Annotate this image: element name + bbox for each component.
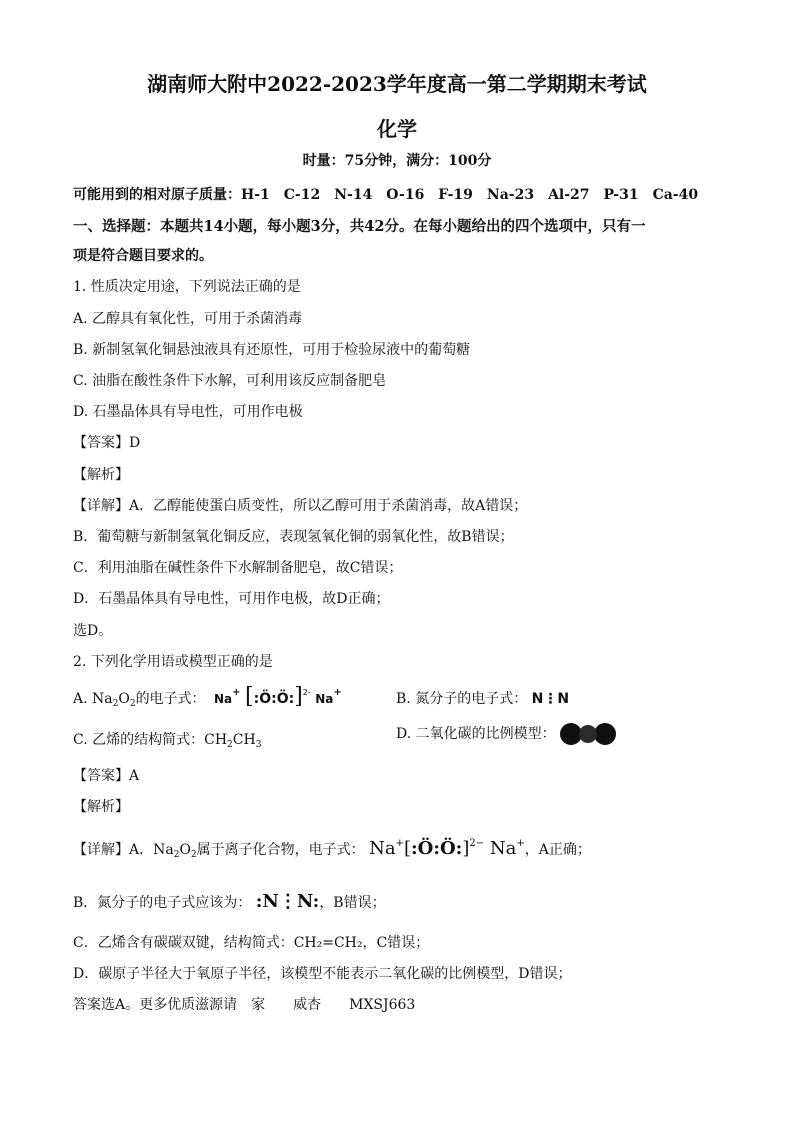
q2-option-b: B. 氮分子的电子式： N⋮N xyxy=(396,691,570,707)
q2-a-prefix: A. Na xyxy=(73,691,113,707)
q1-detail-d: D．石墨晶体具有导电性，可用作电极，故D正确； xyxy=(73,591,390,607)
q1-option-d: D. 石墨晶体具有导电性，可用作电极 xyxy=(73,404,303,420)
exam-title: 湖南师大附中2022-2023学年度高一第二学期期末考试 xyxy=(147,72,647,96)
q2-answer: 【答案】A xyxy=(73,768,140,784)
q1-stem: 1. 性质决定用途，下列说法正确的是 xyxy=(73,279,301,295)
oxygen-atom-right xyxy=(594,723,616,745)
q1-detail-a: 【详解】A．乙醇能使蛋白质变性，所以乙醇可用于杀菌消毒，故A错误； xyxy=(73,498,528,514)
q1-detail-b: B．葡萄糖与新制氢氧化铜反应，表现氢氧化铜的弱氧化性，故B错误； xyxy=(73,529,514,545)
q2-detail-c: C．乙烯含有碳碳双键，结构简式：CH₂=CH₂，C错误； xyxy=(73,935,430,951)
electron-formula-bracket-close: ] xyxy=(294,684,303,709)
q1-choose: 选D。 xyxy=(73,623,113,639)
peroxide-electron-formula-large: Na+[:Ö:Ö:]$^{2-}$ Na+ xyxy=(369,838,525,859)
na-ion-right: Na+ xyxy=(315,687,342,706)
subject-title: 化学 xyxy=(377,117,417,141)
carbon-atom xyxy=(579,725,597,743)
q1-option-c: C. 油脂在酸性条件下水解，可利用该反应制备肥皂 xyxy=(73,373,387,389)
q2-stem: 2. 下列化学用语或模型正确的是 xyxy=(73,654,273,670)
q2-final: 答案选A。更多优质滋源请 家 威杏 MXSJ663 xyxy=(73,997,416,1013)
electron-formula-bracket-open: [ xyxy=(245,684,254,709)
q1-option-b: B. 新制氢氧化铜悬浊液具有还原性，可用于检验尿液中的葡萄糖 xyxy=(73,342,471,358)
peroxide-electron-dots: :Ö:Ö: xyxy=(253,691,295,707)
nitrogen-electron-formula: N⋮N xyxy=(531,691,570,707)
q1-option-a: A. 乙醇具有氧化性，可用于杀菌消毒 xyxy=(73,311,303,327)
co2-space-filling-model xyxy=(560,723,616,745)
atomic-masses: 可能用到的相对原子质量：H-1 C-12 N-14 O-16 F-19 Na-23 Al-27 P-31 Ca-40 xyxy=(73,187,699,203)
q2-detail-d: D．碳原子半径大于氧原子半径，该模型不能表示二氧化碳的比例模型，D错误； xyxy=(73,966,572,982)
q2-option-c: C. 乙烯的结构简式：$CH_2CH_3$ xyxy=(73,732,262,750)
q2-detail-a: 【详解】A．$Na_2O_2$属于离子化合物，电子式： Na+[:Ö:Ö:]$^{2-}$ Na+，A正确； xyxy=(73,838,591,860)
time-score-line: 时量：75分钟，满分：100分 xyxy=(302,153,492,169)
q2-detail-b: B．氮分子的电子式应该为： :N⋮N:，B错误； xyxy=(73,891,386,912)
nitrogen-electron-formula-large: :N⋮N: xyxy=(255,891,320,912)
q2-analysis-label: 【解析】 xyxy=(73,799,129,815)
q1-detail-c: C．利用油脂在碱性条件下水解制备肥皂，故C错误； xyxy=(73,560,403,576)
q1-answer: 【答案】D xyxy=(73,435,141,451)
na-ion-left: Na+ xyxy=(214,687,241,706)
q1-analysis-label: 【解析】 xyxy=(73,467,129,483)
section-intro-line1: 一、选择题：本题共14小题，每小题3分，共42分。在每小题给出的四个选项中，只有一 xyxy=(73,218,646,235)
q2-option-a: A. $Na_2O_2$的电子式： Na+ [:Ö:Ö:]$^{2-}$ Na+ xyxy=(73,684,342,709)
q2-option-d: D. 二氧化碳的比例模型： xyxy=(396,723,616,745)
section-intro-line2: 项是符合题目要求的。 xyxy=(73,248,213,264)
